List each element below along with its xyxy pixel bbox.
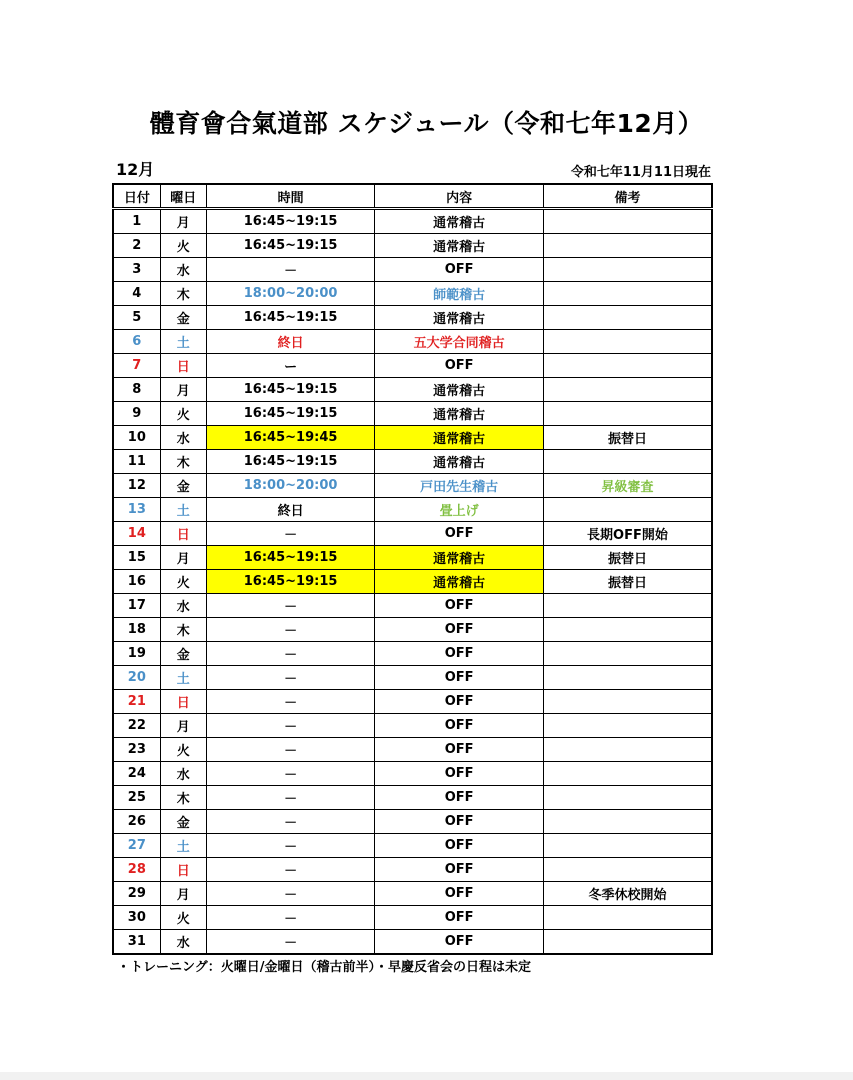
cell-time: － bbox=[206, 810, 375, 834]
cell-note bbox=[543, 330, 712, 354]
table-row bbox=[113, 642, 712, 666]
cell-content: OFF bbox=[375, 642, 544, 666]
cell-date: 17 bbox=[113, 594, 160, 618]
table-row bbox=[113, 258, 712, 282]
cell-day-of-week: 月 bbox=[160, 546, 206, 570]
cell-time: － bbox=[206, 594, 375, 618]
table-row bbox=[113, 522, 712, 546]
cell-day-of-week: 水 bbox=[160, 930, 206, 955]
cell-content: 通常稽古 bbox=[375, 306, 544, 330]
cell-day-of-week: 木 bbox=[160, 450, 206, 474]
page-title: 體育會合氣道部 スケジュール（令和七年12月） bbox=[149, 109, 704, 138]
cell-date: 3 bbox=[113, 258, 160, 282]
table-row bbox=[113, 570, 712, 594]
cell-note: 長期OFF開始 bbox=[543, 522, 712, 546]
cell-note bbox=[543, 209, 712, 234]
cell-time: － bbox=[206, 786, 375, 810]
cell-day-of-week: 日 bbox=[160, 858, 206, 882]
cell-date: 4 bbox=[113, 282, 160, 306]
cell-time: － bbox=[206, 738, 375, 762]
header-content: 内容 bbox=[375, 184, 544, 209]
table-row bbox=[113, 762, 712, 786]
cell-day-of-week: 月 bbox=[160, 714, 206, 738]
cell-date: 9 bbox=[113, 402, 160, 426]
as-of-date: 令和七年11月11日現在 bbox=[570, 165, 711, 180]
cell-content: OFF bbox=[375, 786, 544, 810]
cell-day-of-week: 木 bbox=[160, 282, 206, 306]
table-row bbox=[113, 810, 712, 834]
cell-time: 16:45~19:15 bbox=[206, 570, 375, 594]
cell-content: 畳上げ bbox=[375, 498, 544, 522]
cell-time: － bbox=[206, 642, 375, 666]
cell-day-of-week: 日 bbox=[160, 522, 206, 546]
cell-date: 14 bbox=[113, 522, 160, 546]
header-day-of-week: 曜日 bbox=[160, 184, 206, 209]
cell-time: － bbox=[206, 714, 375, 738]
cell-day-of-week: 月 bbox=[160, 378, 206, 402]
cell-content: 通常稽古 bbox=[375, 546, 544, 570]
cell-content: OFF bbox=[375, 810, 544, 834]
cell-time: － bbox=[206, 258, 375, 282]
table-body bbox=[113, 209, 712, 955]
cell-note bbox=[543, 786, 712, 810]
cell-day-of-week: 火 bbox=[160, 906, 206, 930]
cell-content: 通常稽古 bbox=[375, 234, 544, 258]
cell-date: 7 bbox=[113, 354, 160, 378]
cell-time: － bbox=[206, 618, 375, 642]
cell-content: 戸田先生稽古 bbox=[375, 474, 544, 498]
cell-day-of-week: 木 bbox=[160, 786, 206, 810]
table-row bbox=[113, 882, 712, 906]
cell-note bbox=[543, 906, 712, 930]
cell-content: OFF bbox=[375, 618, 544, 642]
cell-content: 通常稽古 bbox=[375, 450, 544, 474]
cell-day-of-week: 木 bbox=[160, 618, 206, 642]
cell-date: 12 bbox=[113, 474, 160, 498]
cell-day-of-week: 水 bbox=[160, 594, 206, 618]
cell-note bbox=[543, 354, 712, 378]
cell-date: 13 bbox=[113, 498, 160, 522]
cell-content: 五大学合同稽古 bbox=[375, 330, 544, 354]
header-date: 日付 bbox=[113, 184, 160, 209]
cell-time: － bbox=[206, 834, 375, 858]
cell-day-of-week: 水 bbox=[160, 258, 206, 282]
table-row bbox=[113, 474, 712, 498]
cell-time: 16:45~19:15 bbox=[206, 209, 375, 234]
header-time: 時間 bbox=[206, 184, 375, 209]
cell-time: 16:45~19:15 bbox=[206, 546, 375, 570]
cell-note bbox=[543, 714, 712, 738]
cell-date: 15 bbox=[113, 546, 160, 570]
cell-note bbox=[543, 762, 712, 786]
cell-day-of-week: 日 bbox=[160, 690, 206, 714]
cell-date: 28 bbox=[113, 858, 160, 882]
table-row bbox=[113, 354, 712, 378]
table-row bbox=[113, 330, 712, 354]
cell-note bbox=[543, 306, 712, 330]
cell-date: 20 bbox=[113, 666, 160, 690]
cell-content: 通常稽古 bbox=[375, 402, 544, 426]
month-label: 12月 bbox=[116, 160, 155, 179]
cell-date: 23 bbox=[113, 738, 160, 762]
cell-time: 終日 bbox=[206, 330, 375, 354]
cell-content: OFF bbox=[375, 666, 544, 690]
cell-content: OFF bbox=[375, 594, 544, 618]
cell-day-of-week: 土 bbox=[160, 834, 206, 858]
cell-content: OFF bbox=[375, 906, 544, 930]
cell-content: OFF bbox=[375, 834, 544, 858]
footnote: ・トレーニング：火曜日/金曜日（稽古前半）・早慶反省会の日程は未定 bbox=[117, 960, 531, 975]
table-row bbox=[113, 378, 712, 402]
cell-day-of-week: 土 bbox=[160, 498, 206, 522]
table-row bbox=[113, 282, 712, 306]
cell-content: OFF bbox=[375, 522, 544, 546]
cell-content: OFF bbox=[375, 738, 544, 762]
cell-day-of-week: 土 bbox=[160, 666, 206, 690]
cell-date: 25 bbox=[113, 786, 160, 810]
cell-time: － bbox=[206, 906, 375, 930]
cell-time: 16:45~19:15 bbox=[206, 378, 375, 402]
cell-note bbox=[543, 258, 712, 282]
cell-time: － bbox=[206, 882, 375, 906]
cell-time: ー bbox=[206, 354, 375, 378]
cell-note: 振替日 bbox=[543, 426, 712, 450]
cell-content: OFF bbox=[375, 714, 544, 738]
table-row bbox=[113, 690, 712, 714]
cell-note: 振替日 bbox=[543, 546, 712, 570]
cell-time: 16:45~19:15 bbox=[206, 234, 375, 258]
cell-date: 27 bbox=[113, 834, 160, 858]
table-header-row bbox=[113, 184, 712, 209]
table-row bbox=[113, 402, 712, 426]
cell-day-of-week: 土 bbox=[160, 330, 206, 354]
table-row bbox=[113, 306, 712, 330]
cell-content: 師範稽古 bbox=[375, 282, 544, 306]
cell-content: OFF bbox=[375, 690, 544, 714]
cell-note: 冬季休校開始 bbox=[543, 882, 712, 906]
cell-time: 16:45~19:15 bbox=[206, 306, 375, 330]
cell-time: － bbox=[206, 762, 375, 786]
cell-day-of-week: 金 bbox=[160, 642, 206, 666]
cell-time: 16:45~19:15 bbox=[206, 450, 375, 474]
table-row bbox=[113, 906, 712, 930]
table-row bbox=[113, 858, 712, 882]
table-row bbox=[113, 546, 712, 570]
cell-date: 21 bbox=[113, 690, 160, 714]
cell-note bbox=[543, 234, 712, 258]
cell-date: 18 bbox=[113, 618, 160, 642]
cell-date: 22 bbox=[113, 714, 160, 738]
cell-date: 6 bbox=[113, 330, 160, 354]
cell-time: 16:45~19:15 bbox=[206, 402, 375, 426]
table-row bbox=[113, 426, 712, 450]
cell-note bbox=[543, 378, 712, 402]
cell-date: 5 bbox=[113, 306, 160, 330]
cell-content: OFF bbox=[375, 258, 544, 282]
cell-day-of-week: 月 bbox=[160, 882, 206, 906]
cell-content: OFF bbox=[375, 882, 544, 906]
cell-date: 10 bbox=[113, 426, 160, 450]
cell-date: 11 bbox=[113, 450, 160, 474]
cell-note bbox=[543, 618, 712, 642]
cell-content: OFF bbox=[375, 858, 544, 882]
cell-content: OFF bbox=[375, 354, 544, 378]
cell-day-of-week: 金 bbox=[160, 306, 206, 330]
cell-day-of-week: 水 bbox=[160, 426, 206, 450]
table-row bbox=[113, 209, 712, 234]
cell-content: 通常稽古 bbox=[375, 426, 544, 450]
cell-day-of-week: 火 bbox=[160, 570, 206, 594]
cell-day-of-week: 水 bbox=[160, 762, 206, 786]
cell-note bbox=[543, 930, 712, 955]
cell-time: － bbox=[206, 666, 375, 690]
table-row bbox=[113, 450, 712, 474]
cell-day-of-week: 金 bbox=[160, 810, 206, 834]
cell-day-of-week: 金 bbox=[160, 474, 206, 498]
table-row bbox=[113, 498, 712, 522]
cell-time: 16:45~19:45 bbox=[206, 426, 375, 450]
cell-date: 16 bbox=[113, 570, 160, 594]
cell-note bbox=[543, 834, 712, 858]
cell-day-of-week: 火 bbox=[160, 402, 206, 426]
cell-note bbox=[543, 594, 712, 618]
cell-content: OFF bbox=[375, 930, 544, 955]
cell-time: － bbox=[206, 930, 375, 955]
cell-content: 通常稽古 bbox=[375, 209, 544, 234]
cell-note: 昇級審査 bbox=[543, 474, 712, 498]
cell-note bbox=[543, 642, 712, 666]
schedule-table bbox=[112, 183, 713, 955]
cell-note bbox=[543, 666, 712, 690]
cell-date: 24 bbox=[113, 762, 160, 786]
cell-time: － bbox=[206, 522, 375, 546]
cell-day-of-week: 月 bbox=[160, 209, 206, 234]
cell-content: 通常稽古 bbox=[375, 570, 544, 594]
table-row bbox=[113, 234, 712, 258]
table-row bbox=[113, 618, 712, 642]
cell-note: 振替日 bbox=[543, 570, 712, 594]
cell-time: 18:00~20:00 bbox=[206, 282, 375, 306]
cell-time: 終日 bbox=[206, 498, 375, 522]
cell-day-of-week: 火 bbox=[160, 738, 206, 762]
table-row bbox=[113, 594, 712, 618]
cell-date: 26 bbox=[113, 810, 160, 834]
cell-time: － bbox=[206, 858, 375, 882]
table-row bbox=[113, 714, 712, 738]
cell-content: OFF bbox=[375, 762, 544, 786]
cell-date: 31 bbox=[113, 930, 160, 955]
table-row bbox=[113, 738, 712, 762]
cell-note bbox=[543, 858, 712, 882]
table-row bbox=[113, 834, 712, 858]
cell-day-of-week: 日 bbox=[160, 354, 206, 378]
cell-note bbox=[543, 450, 712, 474]
cell-date: 2 bbox=[113, 234, 160, 258]
cell-date: 29 bbox=[113, 882, 160, 906]
cell-note bbox=[543, 810, 712, 834]
cell-time: － bbox=[206, 690, 375, 714]
cell-content: 通常稽古 bbox=[375, 378, 544, 402]
table-row bbox=[113, 930, 712, 955]
cell-note bbox=[543, 402, 712, 426]
table-row bbox=[113, 786, 712, 810]
table-row bbox=[113, 666, 712, 690]
cell-date: 8 bbox=[113, 378, 160, 402]
cell-note bbox=[543, 690, 712, 714]
cell-note bbox=[543, 498, 712, 522]
cell-time: 18:00~20:00 bbox=[206, 474, 375, 498]
cell-day-of-week: 火 bbox=[160, 234, 206, 258]
cell-note bbox=[543, 738, 712, 762]
cell-date: 19 bbox=[113, 642, 160, 666]
header-note: 備考 bbox=[543, 184, 712, 209]
cell-date: 1 bbox=[113, 209, 160, 234]
cell-note bbox=[543, 282, 712, 306]
cell-date: 30 bbox=[113, 906, 160, 930]
